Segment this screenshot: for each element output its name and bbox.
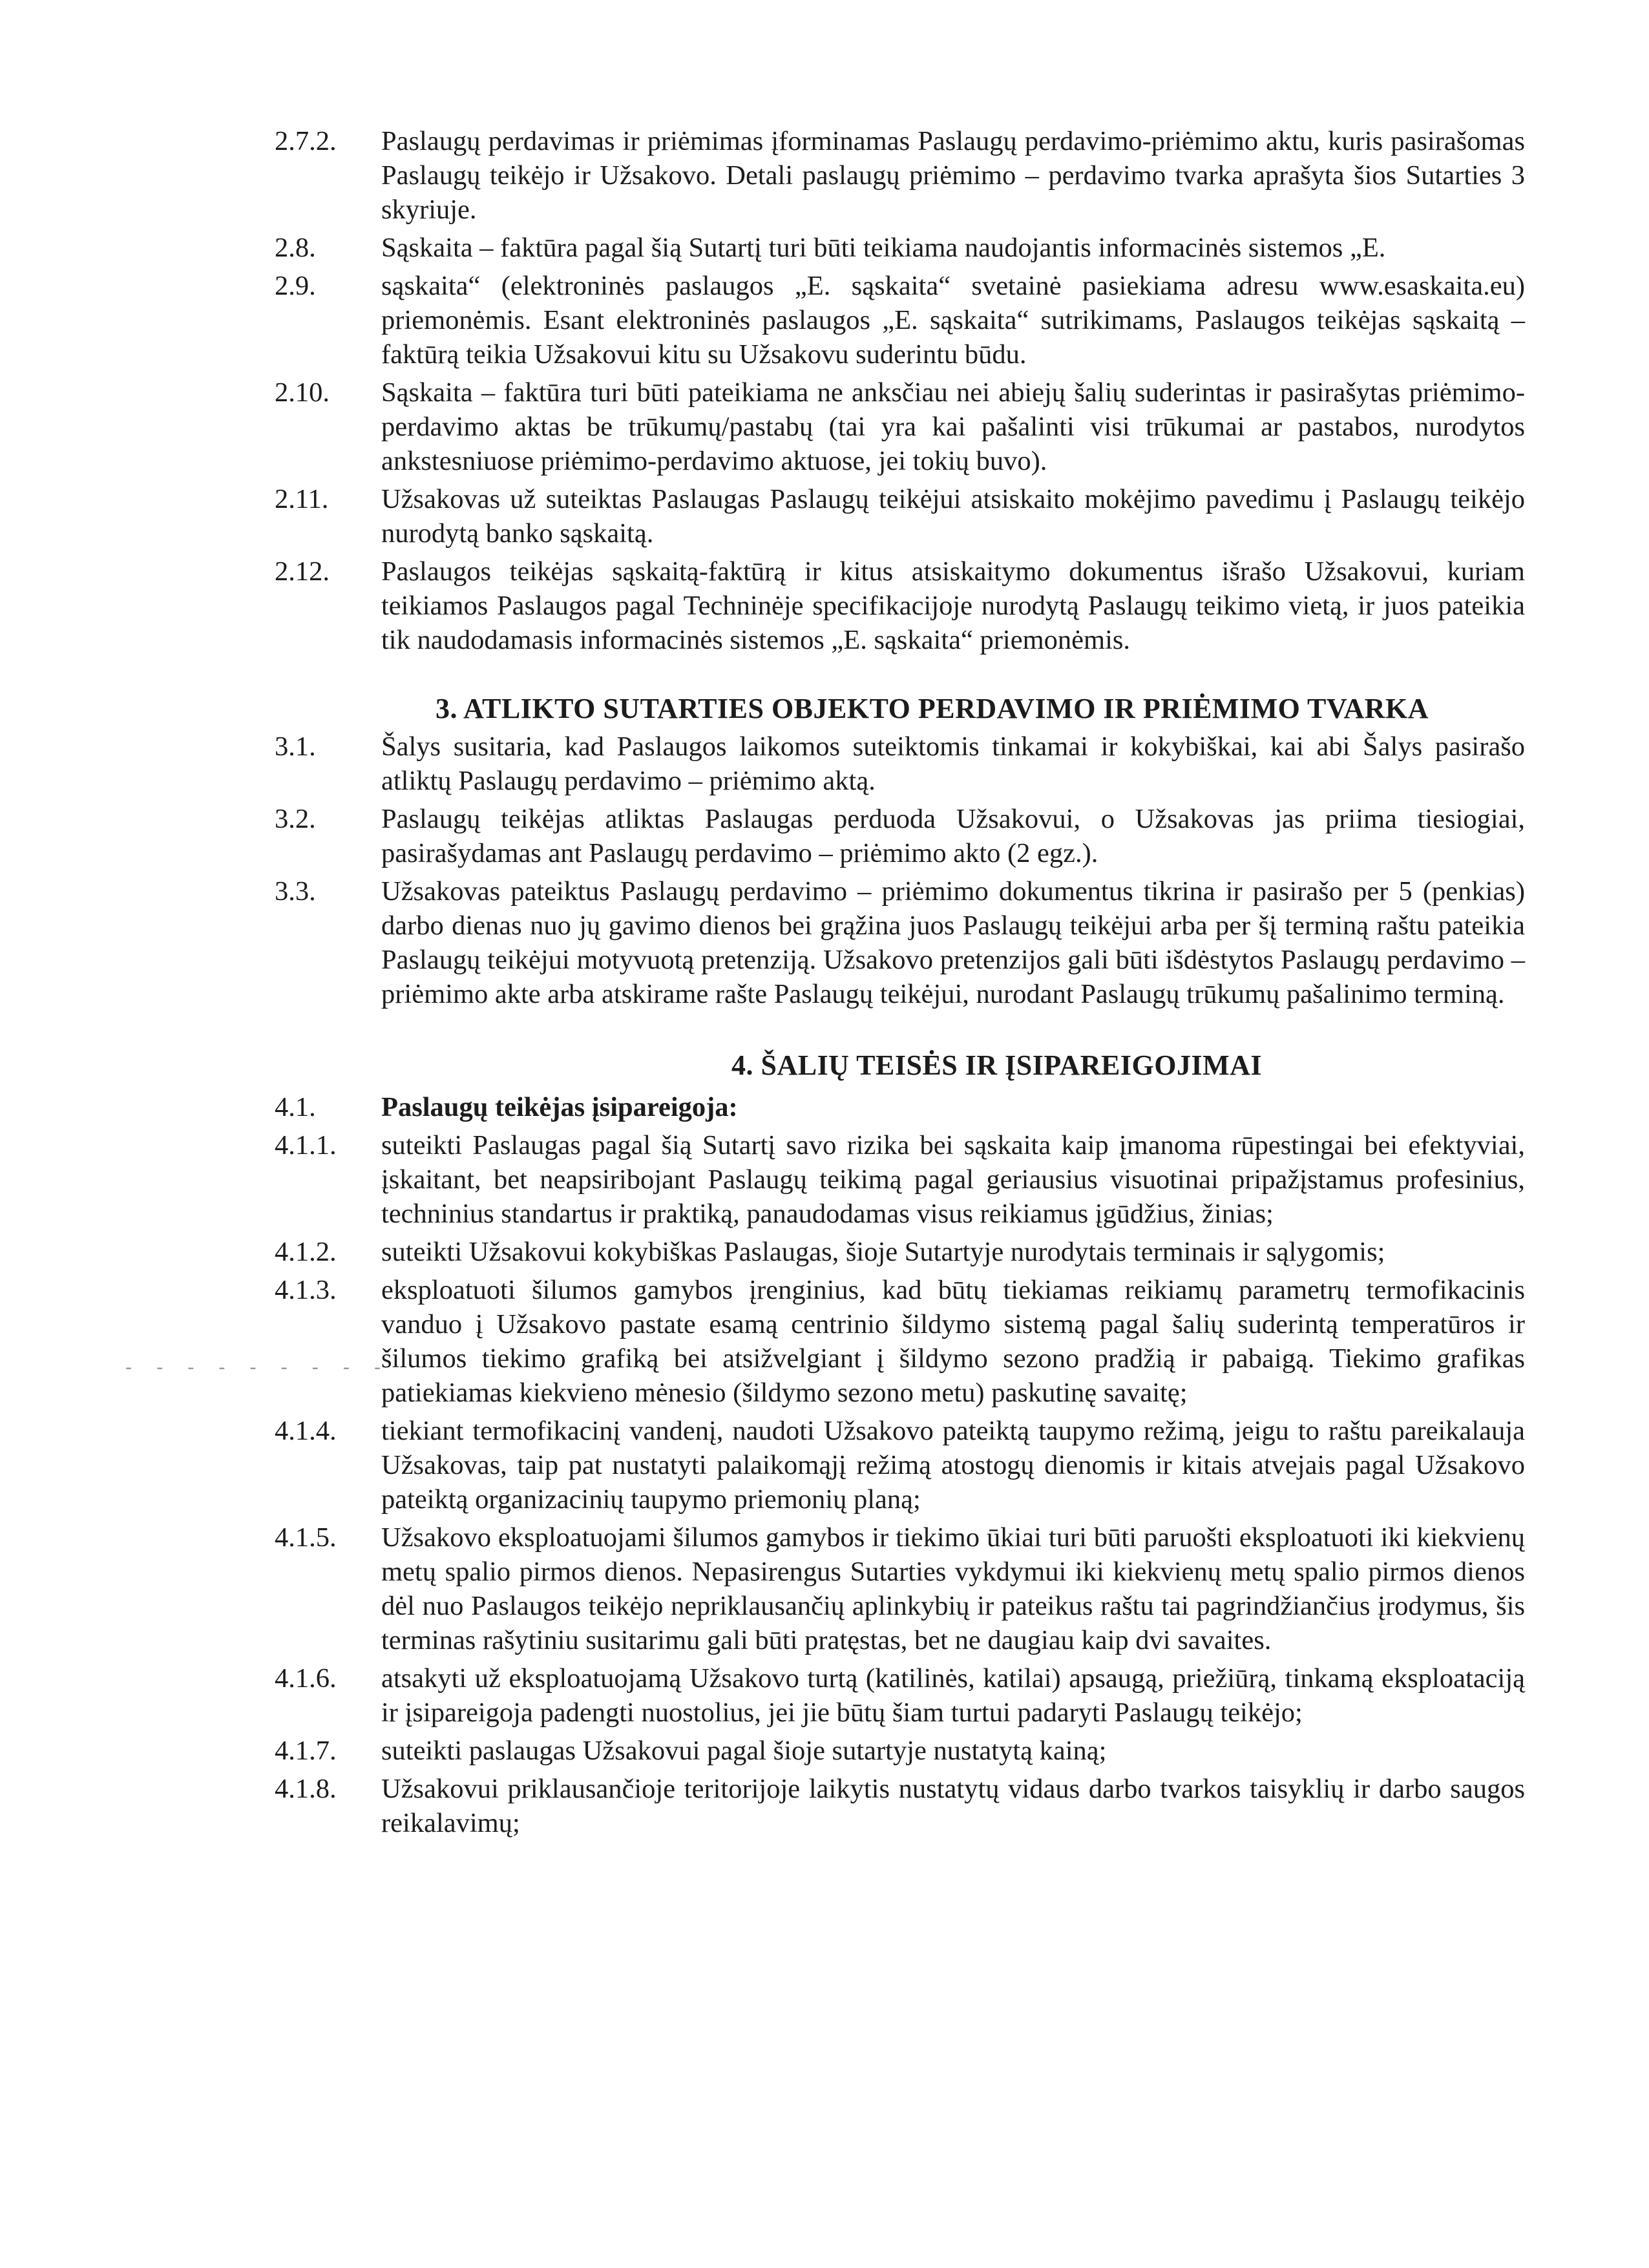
clause-text: suteikti Užsakovui kokybiškas Paslaugas, šioje Sutartyje nurodytais terminais ir sąlygomis; [381,1237,1385,1267]
clause-3-2 [275,802,1525,870]
clause-number: 2.8. [275,233,316,263]
clause-text: sąskaita“ (elektroninės paslaugos „E. sąskaita“ svetainė pasiekiama adresu www.esaskaita.eu) priemonėmis. Esant elektroninės paslaugos „E. sąskaita“ sutrikimams, Paslaugos teikėjas sąskaitą – faktūrą teikia Užsakovui kitu su Užsakovu suderintu būdu. [381,271,1525,370]
clause-2-8 [275,231,1525,265]
contract-text [275,124,1525,1844]
clause-subheading: Paslaugų teikėjas įsipareigoja: [381,1092,738,1122]
clause-number: 4.1.1. [275,1130,337,1160]
clause-4-1-7 [275,1734,1525,1768]
clause-text: suteikti paslaugas Užsakovui pagal šioje sutartyje nustatytą kainą; [381,1736,1107,1766]
clause-4-1-5 [275,1520,1525,1657]
clause-number: 4.1.8. [275,1774,337,1804]
clause-4-1-2 [275,1235,1525,1269]
clause-3-3 [275,874,1525,1011]
clause-3-1 [275,730,1525,798]
clause-4-1-3 [275,1273,1525,1410]
clause-number: 4.1.2. [275,1237,337,1267]
clause-text: suteikti Paslaugas pagal šią Sutartį savo rizika bei sąskaita kaip įmanoma rūpestingai bei efektyviai, įskaitant, bet neapsiribojant Paslaugų teikimą pagal geriausius visuotinai pripažįstamus profesinius, techninius standartus ir praktiką, panaudodamas visus reikiamus įgūdžius, žinias; [381,1130,1525,1229]
clause-text: Sąskaita – faktūra pagal šią Sutartį turi būti teikiama naudojantis informacinės sistemos „E. [381,233,1386,263]
clause-text: Užsakovui priklausančioje teritorijoje laikytis nustatytų vidaus darbo tvarkos taisyklių ir darbo saugos reikalavimų; [381,1774,1525,1838]
clause-number: 4.1.5. [275,1522,337,1553]
clause-4-1-6 [275,1661,1525,1730]
clause-2-10 [275,375,1525,478]
clause-number: 2.9. [275,271,316,301]
clause-2-7-2 [275,124,1525,227]
clause-text: eksploatuoti šilumos gamybos įrenginius, kad būtų tiekiamas reikiamų parametrų termofikacinis vanduo į Užsakovo pastate esamą centrinio šildymo sistemą pagal šalių suderintą temperatūros ir šilumos tiekimo grafiką bei atsižvelgiant į šildymo sezono pradžią ir pabaigą. Tiekimo grafikas patiekiamas kiekvieno mėnesio (šildymo sezono metu) paskutinę savaitę; [381,1275,1525,1408]
clause-4-1 [275,1090,1525,1124]
clause-number: 3.3. [275,876,316,907]
clause-text: Užsakovas pateiktus Paslaugų perdavimo – priėmimo dokumentus tikrina ir pasirašo per 5 (penkias) darbo dienas nuo jų gavimo dienos bei grąžina juos Paslaugų teikėjui arba per šį terminą raštu pateikia Paslaugų teikėjui motyvuotą pretenziją. Užsakovo pretenzijos gali būti išdėstytos Paslaugų perdavimo – priėmimo akte arba atskirame rašte Paslaugų teikėjui, nurodant Paslaugų trūkumų pašalinimo terminą. [381,876,1525,1009]
clause-number: 2.11. [275,484,329,514]
clause-4-1-8 [275,1772,1525,1840]
clause-text: Užsakovas už suteiktas Paslaugas Paslaugų teikėjui atsiskaito mokėjimo pavedimu į Paslaugų teikėjo nurodytą banko sąskaitą. [381,484,1525,549]
clause-2-12 [275,554,1525,657]
clause-2-9 [275,269,1525,372]
clause-number: 2.12. [275,556,330,587]
scan-artifact-dashes: - - - - - - - - - [123,1356,388,1379]
clause-text: Sąskaita – faktūra turi būti pateikiama ne anksčiau nei abiejų šalių suderintas ir pasirašytas priėmimo-perdavimo aktas be trūkumų/pastabų (tai yra kai pašalinti visi trūkumai ar pastabos, nurodytos ankstesniuose priėmimo-perdavimo aktuose, jei tokių buvo). [381,377,1525,476]
clause-text: tiekiant termofikacinį vandenį, naudoti Užsakovo pateiktą taupymo režimą, jeigu to raštu pareikalauja Užsakovas, taip pat nustatyti palaikomąjį režimą atostogų dienomis ir kitais atvejais pagal Užsakovo pateiktą organizacinių taupymo priemonių planą; [381,1416,1525,1515]
clause-text: Šalys susitaria, kad Paslaugos laikomos suteiktomis tinkamai ir kokybiškai, kai abi Šalys pasirašo atliktų Paslaugų perdavimo – priėmimo aktą. [381,731,1525,796]
clause-number: 4.1.4. [275,1416,337,1446]
section-3-heading: 3. ATLIKTO SUTARTIES OBJEKTO PERDAVIMO IR PRIĖMIMO TVARKA [435,693,1429,724]
clause-number: 2.10. [275,377,330,408]
clause-4-1-4 [275,1414,1525,1517]
clause-text: Paslaugų teikėjas atliktas Paslaugas perduoda Užsakovui, o Užsakovas jas priima tiesiogiai, pasirašydamas ant Paslaugų perdavimo – priėmimo akto (2 egz.). [381,804,1525,868]
clause-text: Paslaugų perdavimas ir priėmimas įforminamas Paslaugų perdavimo-priėmimo aktu, kuris pasirašomas Paslaugų teikėjo ir Užsakovo. Detali paslaugų priėmimo – perdavimo tvarka aprašyta šios Sutarties 3 skyriuje. [381,126,1525,225]
clause-text: Užsakovo eksploatuojami šilumos gamybos ir tiekimo ūkiai turi būti paruošti eksploatuoti iki kiekvienų metų spalio pirmos dienos. Nepasirengus Sutarties vykdymui iki kiekvienų metų spalio pirmos dienos dėl nuo Paslaugos teikėjo nepriklausančių aplinkybių ir pateikus raštu tai pagrindžiančius įrodymus, šis terminas rašytiniu susitarimu gali būti pratęstas, bet ne daugiau kaip dvi savaites. [381,1522,1525,1655]
clause-number: 4.1. [275,1092,316,1122]
clause-text: Paslaugos teikėjas sąskaitą-faktūrą ir kitus atsiskaitymo dokumentus išrašo Užsakovui, kuriam teikiamos Paslaugos pagal Techninėje specifikacijoje nurodytą Paslaugų teikimo vietą, ir juos pateikia tik naudodamasis informacinės sistemos „E. sąskaita“ priemonėmis. [381,556,1525,655]
clause-number: 4.1.6. [275,1663,337,1694]
section-4-heading: 4. ŠALIŲ TEISĖS IR ĮSIPAREIGOJIMAI [731,1049,1263,1081]
clause-text: atsakyti už eksploatuojamą Užsakovo turtą (katilinės, katilai) apsaugą, priežiūrą, tinkamą eksploataciją ir įsipareigoja padengti nuostolius, jei jie būtų šiam turtui padaryti Paslaugų teikėjo; [381,1663,1525,1728]
clause-number: 3.2. [275,804,316,834]
clause-2-11 [275,482,1525,551]
clause-number: 3.1. [275,731,316,762]
clause-number: 4.1.7. [275,1736,337,1766]
clause-number: 2.7.2. [275,126,337,156]
clause-4-1-1 [275,1128,1525,1231]
clause-number: 4.1.3. [275,1275,337,1305]
